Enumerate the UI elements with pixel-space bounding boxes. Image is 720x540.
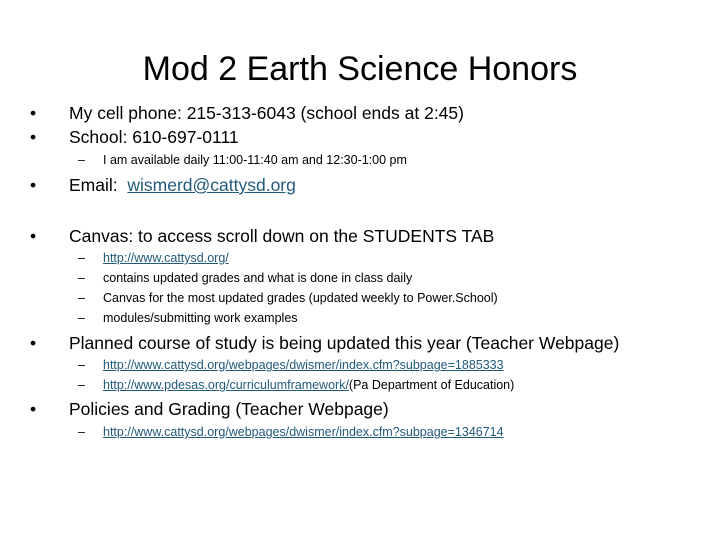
dash-marker: – (78, 271, 85, 285)
phone-text: My cell phone: 215-313-6043 (school ends at 2:45) (69, 103, 464, 123)
course-link-2-line (103, 377, 514, 393)
dash-marker: – (78, 251, 85, 265)
dash-marker: – (78, 358, 85, 372)
canvas-text: Canvas: to access scroll down on the STUDENTS TAB (69, 226, 495, 246)
dash-marker: – (78, 291, 85, 305)
canvas-grades-text: contains updated grades and what is done in class daily (103, 271, 413, 285)
bullet-marker: • (30, 103, 37, 123)
policies-link[interactable]: http://www.cattysd.org/webpages/dwismer/index.cfm?subpage=1346714 (103, 425, 504, 439)
course-link-2-suffix: (Pa Department of Education) (348, 378, 515, 392)
dash-marker: – (78, 311, 85, 325)
school-text: School: 610-697-0111 (69, 127, 239, 147)
email-label: Email: (69, 175, 128, 195)
bullet-marker: • (30, 399, 37, 419)
bullet-marker: • (30, 175, 37, 195)
slide-title: Mod 2 Earth Science Honors (142, 50, 578, 88)
canvas-updated-text: Canvas for the most updated grades (updated weekly to Power.School) (103, 291, 498, 305)
bullet-marker: • (30, 226, 37, 246)
dash-marker: – (78, 378, 85, 392)
course-link-2[interactable]: http://www.pdesas.org/curriculumframework/ (103, 378, 349, 392)
availability-text: I am available daily 11:00-11:40 am and 12:30-1:00 pm (103, 153, 407, 167)
email-link[interactable]: wismerd@cattysd.org (127, 175, 296, 195)
dash-marker: – (78, 425, 85, 439)
canvas-url-link[interactable]: http://www.cattysd.org/ (103, 251, 229, 265)
bullet-marker: • (30, 127, 37, 147)
bullet-marker: • (30, 333, 37, 353)
canvas-modules-text: modules/submitting work examples (103, 311, 298, 325)
email-line (69, 174, 296, 196)
course-link-1[interactable]: http://www.cattysd.org/webpages/dwismer/index.cfm?subpage=1885333 (103, 358, 504, 372)
course-text: Planned course of study is being updated this year (Teacher Webpage) (69, 333, 620, 353)
dash-marker: – (78, 153, 85, 167)
policies-text: Policies and Grading (Teacher Webpage) (69, 399, 389, 419)
